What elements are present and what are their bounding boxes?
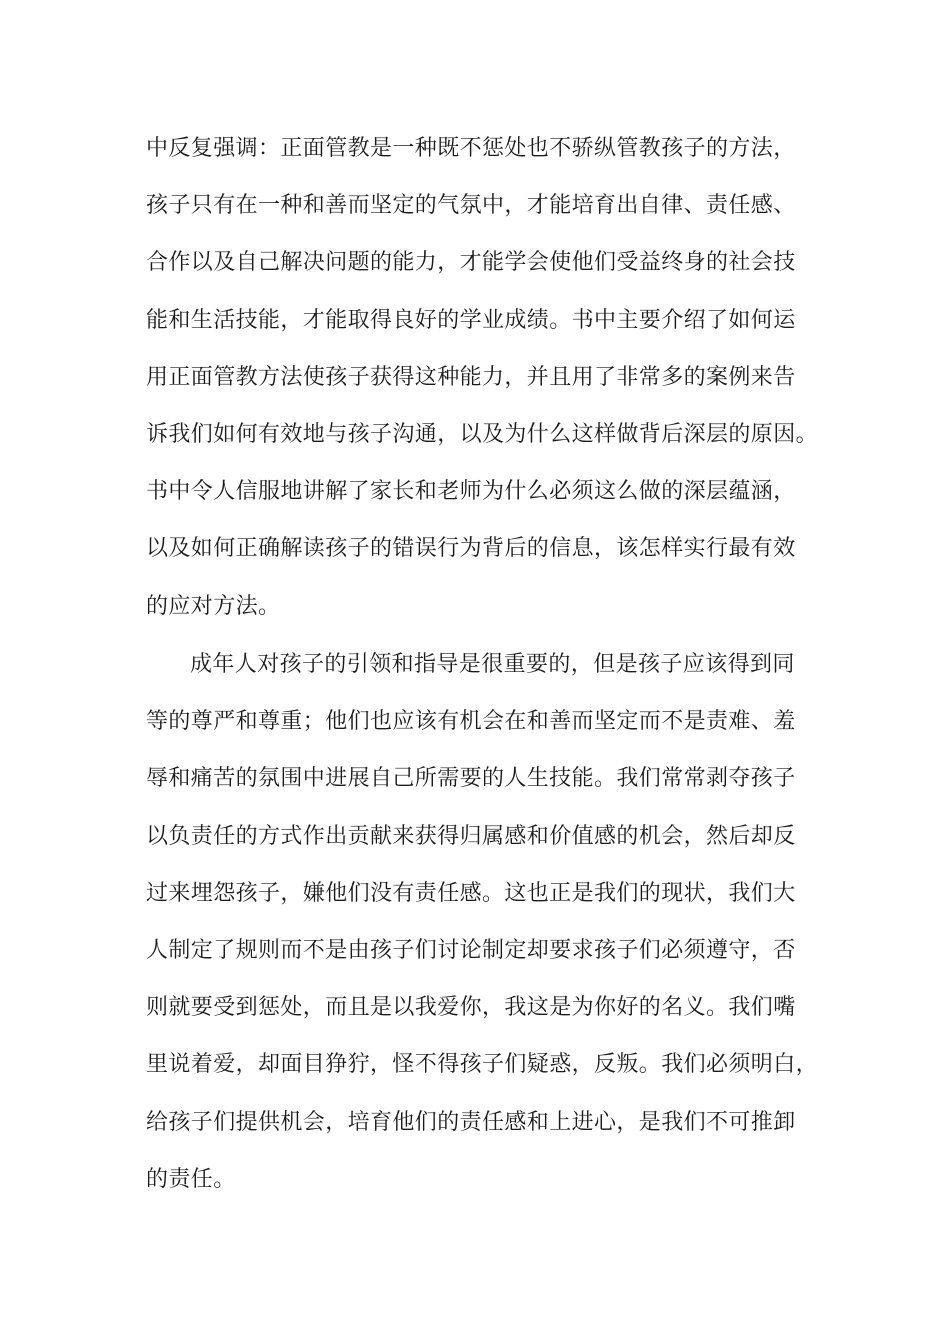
paragraph-line: 以负责任的方式作出贡献来获得归属感和价值感的机会，然后却反 [146,823,796,849]
paragraph-line: 书中令人信服地讲解了家长和老师为什么必须这么做的深层蕴涵， [146,479,796,505]
paragraph-line: 孩子只有在一种和善而坚定的气氛中，才能培育出自律、责任感、 [146,193,796,219]
paragraph-line: 诉我们如何有效地与孩子沟通，以及为什么这样做背后深层的原因。 [146,421,819,447]
paragraph-line: 里说着爱，却面目狰狞，怪不得孩子们疑惑，反叛。我们必须明白， [146,1052,819,1078]
paragraph-line: 给孩子们提供机会，培育他们的责任感和上进心，是我们不可推卸 [146,1109,796,1135]
paragraph-line: 能和生活技能，才能取得良好的学业成绩。书中主要介绍了如何运 [146,307,796,333]
paragraph-line: 等的尊严和尊重；他们也应该有机会在和善而坚定而不是责难、羞 [146,709,796,735]
paragraph-line: 用正面管教方法使孩子获得这种能力，并且用了非常多的案例来告 [146,364,796,390]
paragraph-first-line: 成年人对孩子的引领和指导是很重要的，但是孩子应该得到同 [190,652,795,677]
paragraph-line: 的应对方法。 [146,593,281,619]
paragraph-line: 辱和痛苦的氛围中进展自己所需要的人生技能。我们常常剥夺孩子 [146,766,796,792]
paragraph-line: 合作以及自己解决问题的能力，才能学会使他们受益终身的社会技 [146,250,796,276]
paragraph-line: 人制定了规则而不是由孩子们讨论制定却要求孩子们必须遵守，否 [146,937,796,963]
paragraph-line: 则就要受到惩处，而且是以我爱你，我这是为你好的名义。我们嘴 [146,995,796,1021]
paragraph-line: 以及如何正确解读孩子的错误行为背后的信息，该怎样实行最有效 [146,536,796,562]
paragraph-line: 的责任。 [146,1166,236,1192]
paragraph-1 [146,120,826,635]
paragraph-line: 过来埋怨孩子，嫌他们没有责任感。这也正是我们的现状，我们大 [146,880,796,906]
paragraph-2 [146,636,826,1208]
paragraph-line: 中反复强调：正面管教是一种既不惩处也不骄纵管教孩子的方法， [146,136,796,161]
